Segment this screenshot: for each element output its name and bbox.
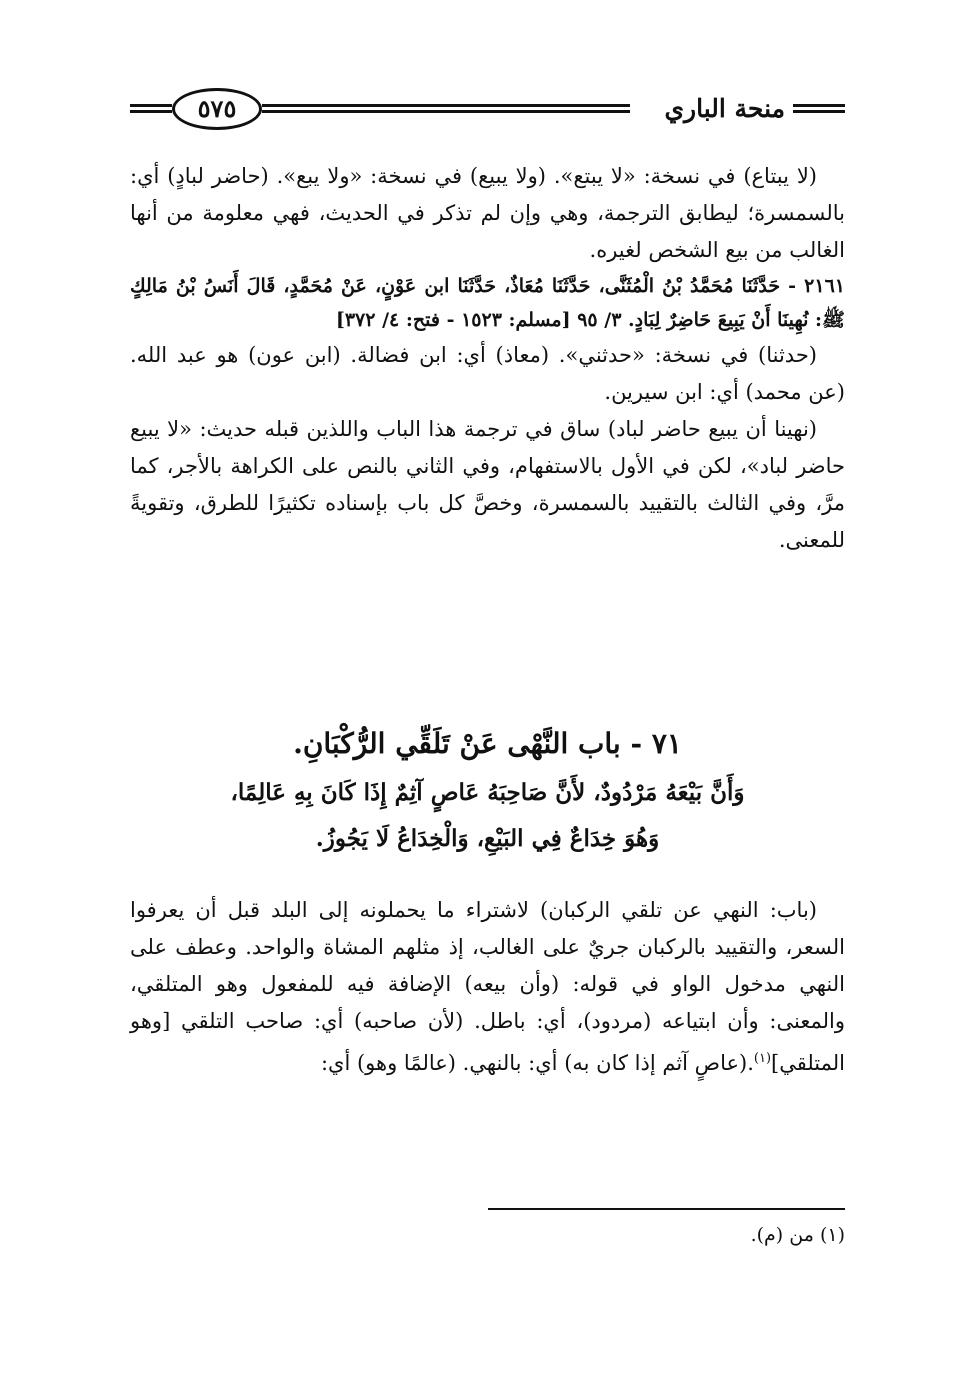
- commentary-paragraph: [130, 892, 845, 1082]
- commentary-top: [130, 158, 845, 559]
- commentary-paragraph: (لا يبتاع) في نسخة: «لا يبتع». (ولا يبيع) في نسخة: «ولا يبع». (حاضر لبادٍ) أي: بالسمسرة؛ ليطابق الترجمة، وهي وإن لم تذكر في الحديث، فهي معلومة من أنها الغالب من بيع الشخص لغيره.: [130, 164, 845, 262]
- chapter-subtitle-line: وَأَنَّ بَيْعَهُ مَرْدُودٌ، لأَنَّ صَاحِبَهُ عَاصٍ آثِمٌ إِذَا كَانَ بِهِ عَالِمًا،: [230, 779, 745, 806]
- chapter-heading: ٧١ - باب النَّهْى عَنْ تَلَقِّي الرُّكْبَانِ.: [293, 727, 682, 760]
- page-header: [130, 88, 845, 134]
- chapter-subtitle: [130, 770, 845, 862]
- commentary-text: .(عاصٍ آثم إذا كان به) أي: بالنهي. (عالمًا وهو) أي:: [320, 1051, 754, 1075]
- running-title: منحة الباري: [664, 94, 785, 123]
- hadith-text: ٢١٦١ - حَدَّثَنَا مُحَمَّدُ بْنُ الْمُثَنَّى، حَدَّثَنَا مُعَاذٌ، حَدَّثَنَا ابن عَوْنٍ، عَنْ مُحَمَّدٍ، قَالَ أَنَسُ بْنُ مَالِكٍ ﷺ: نُهِينَا أَنْ يَبِيعَ حَاضِرٌ لِبَادٍ. ٣/ ٩٥ [مسلم: ١٥٢٣ - فتح: ٤/ ٣٧٢]: [130, 275, 845, 331]
- commentary-text: (باب: النهي عن تلقي الركبان) لاشتراء ما يحملونه إلى البلد قبل أن يعرفوا السعر، والتقييد بالركبان جريٌ على الغالب، إذ مثلهم المشاة والواحد. وعطف على النهي مدخول الواو في قوله: (وأن بيعه) الإضافة فيه للمفعول وهو المتلقي، والمعنى: وأن ابتياعه (مردود)، أي: باطل. (لأن صاحبه) أي: صاحب التلقي [وهو المتلقي]: [130, 898, 845, 1075]
- header-rule-left: [130, 104, 172, 116]
- commentary-paragraph: (نهينا أن يبيع حاضر لباد) ساق في ترجمة هذا الباب واللذين قبله حديث: «لا يبيع حاضر لباد»، لكن في الأول بالاستفهام، وفي الثاني بالنص على الكراهة بالأجر، كما مرَّ، وفي الثالث بالتقييد بالسمسرة، وخصَّ كل باب بإسناده تكثيرًا للطرق، وتقويةً للمعنى.: [130, 417, 845, 552]
- page-number: ٥٧٥: [172, 88, 262, 130]
- footnote: (١) من (م).: [750, 1224, 845, 1246]
- chapter-subtitle-line: وَهُوَ خِدَاعٌ فِي البَيْعِ، وَالْخِدَاعُ لَا يَجُوزُ.: [315, 825, 660, 852]
- footnote-divider: [488, 1208, 845, 1210]
- commentary-paragraph: (حدثنا) في نسخة: «حدثني». (معاذ) أي: ابن فضالة. (ابن عون) هو عبد الله. (عن محمد) أي: ابن سيرين.: [130, 343, 845, 404]
- footnote-marker: (١): [753, 1051, 772, 1066]
- commentary-bottom: [130, 892, 845, 1082]
- header-rule-center: [262, 104, 630, 116]
- header-rule-right: [793, 104, 845, 116]
